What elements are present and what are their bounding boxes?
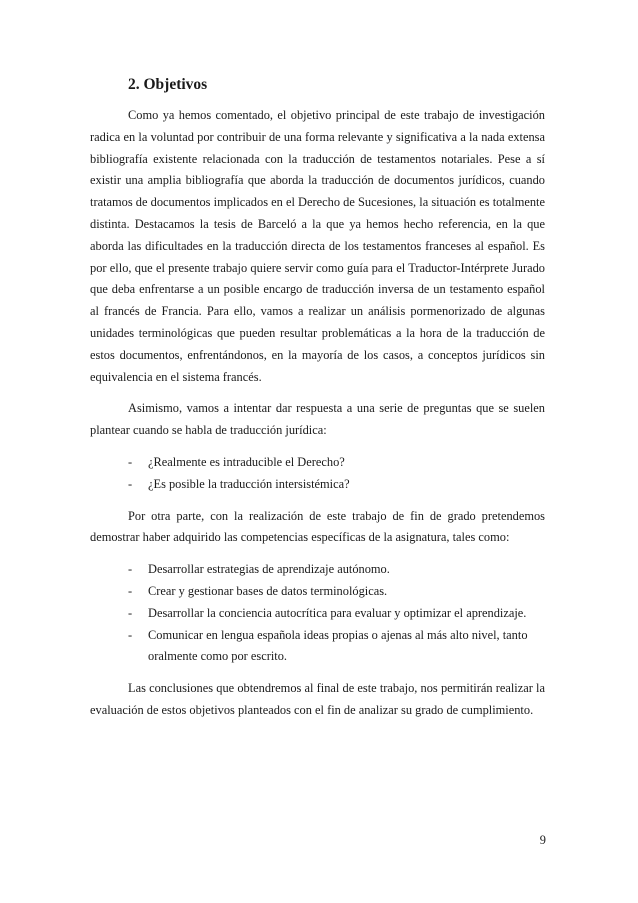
list-item-text: Desarrollar la conciencia autocrítica para evaluar y optimizar el aprendizaje. (148, 605, 527, 620)
page-content (90, 75, 545, 732)
list-item-text: Crear y gestionar bases de datos terminológicas. (148, 583, 388, 598)
list-item-text: Desarrollar estrategias de aprendizaje autónomo. (148, 562, 390, 577)
paragraph-competencies-intro: Por otra parte, con la realización de este trabajo de fin de grado pretendemos demostrar haber adquirido las competencias específicas de la asignatura, tales como: (90, 508, 545, 545)
section-title: 2. Objetivos (128, 76, 208, 93)
dash-bullet: - (128, 454, 133, 469)
page-number: 9 (539, 833, 546, 847)
list-item-text: Comunicar en lengua española ideas propias o ajenas al más alto nivel, tanto oralmente como por escrito. (148, 627, 528, 664)
dash-bullet: - (128, 476, 133, 491)
paragraph-questions-intro: Asimismo, vamos a intentar dar respuesta a una serie de preguntas que se suelen plantear cuando se habla de traducción jurídica: (90, 401, 545, 438)
list-item (90, 559, 545, 581)
dash-bullet: - (128, 627, 133, 642)
paragraph-conclusions: Las conclusiones que obtendremos al final de este trabajo, nos permitirán realizar la evaluación de estos objetivos planteados con el fin de analizar su grado de cumplimiento. (90, 681, 545, 717)
list-item (90, 603, 545, 625)
dash-bullet: - (128, 605, 133, 620)
list-item-text: ¿Es posible la traducción intersistémica? (148, 476, 350, 491)
dash-bullet: - (128, 583, 133, 598)
paragraph-objective-intro: Como ya hemos comentado, el objetivo principal de este trabajo de investigación radica en la voluntad por contribuir de una forma relevante y significativa a la nada extensa bibliografía existente relacionada con la traducción de testamentos notariales. Pese a sí existir una amplia bibliografía que aborda la traducción de documentos jurídicos, cuando tratamos de documentos implicados en el Derecho de Sucesiones, la situación es totalmente distinta. Destacamos la tesis de Barceló a la que ya hemos hecho referencia, en la que aborda las dificultades en la traducción directa de los testamentos franceses al español. Es por ello, que el presente trabajo quiere servir como guía para el Traductor-Intérprete Jurado que deba enfrentarse a un posible encargo de traducción inversa de un testamento español al francés de Francia. Para ello, vamos a realizar un análisis pormenorizado de algunas unidades terminológicas que pueden resultar problemáticas a la hora de la traducción de estos documentos, enfrentándonos, en la mayoría de los casos, a conceptos jurídicos sin equivalencia en el sistema francés. (90, 108, 545, 384)
list-item (90, 625, 545, 669)
competencies-list (90, 559, 545, 668)
list-item (90, 474, 545, 496)
list-item (90, 452, 545, 474)
list-item (90, 581, 545, 603)
dash-bullet: - (128, 562, 133, 577)
list-item-text: ¿Realmente es intraducible el Derecho? (148, 454, 345, 469)
questions-list (90, 452, 545, 496)
